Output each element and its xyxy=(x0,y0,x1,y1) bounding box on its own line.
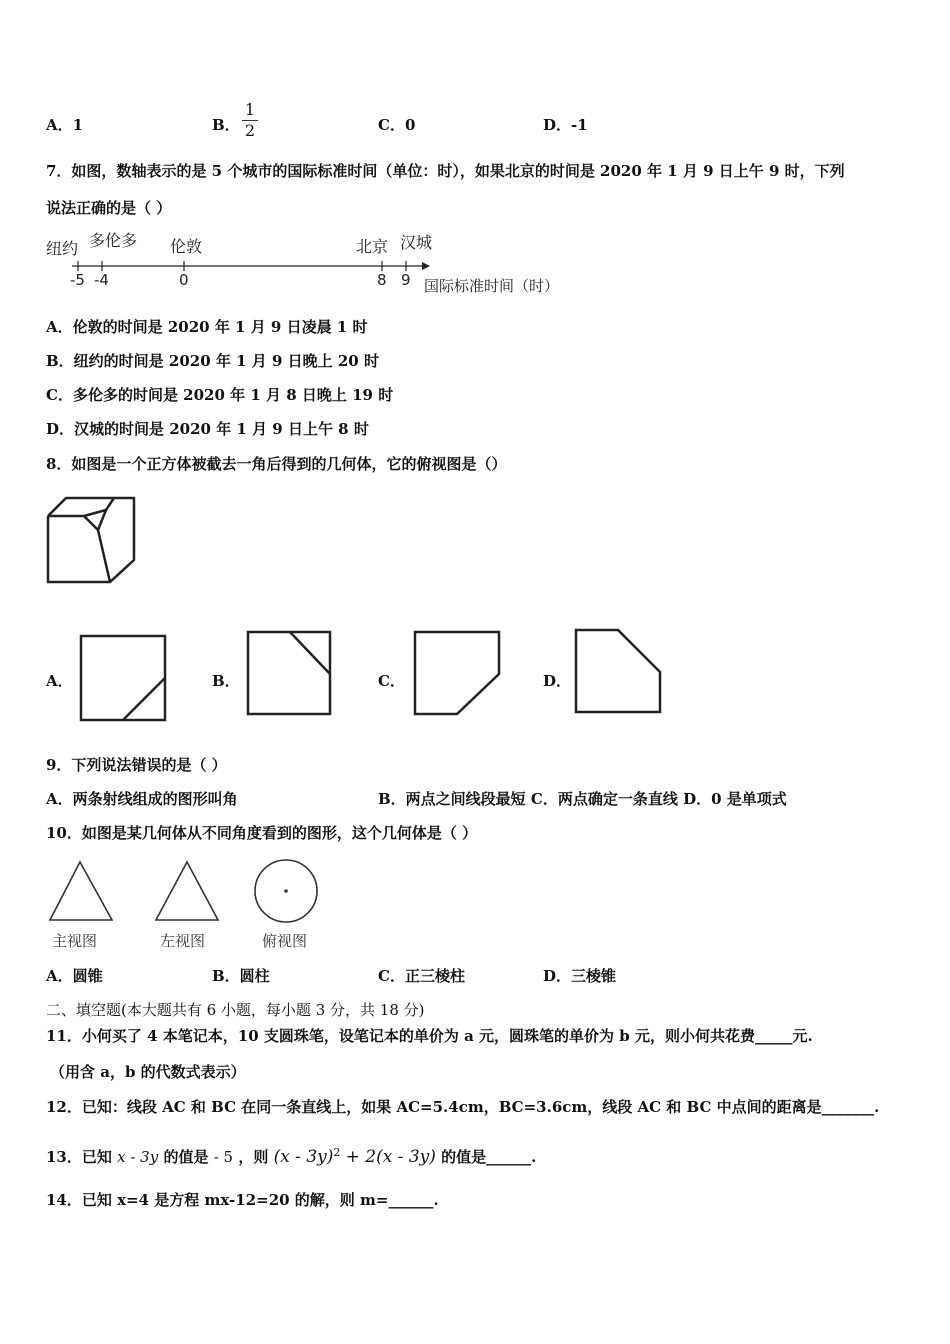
q13-line xyxy=(46,1144,536,1166)
q10-option-d: D．三棱锥 xyxy=(543,967,617,985)
q8-option-b-figure xyxy=(246,630,334,718)
q6-option-b-label: B． xyxy=(212,116,240,134)
section2-title: 二、填空题(本大题共有 6 小题，每小题 3 分，共 18 分) xyxy=(46,1001,425,1019)
q6-fraction xyxy=(240,101,260,140)
three-views-figure xyxy=(46,858,326,954)
q6-option-a: A．1 xyxy=(46,116,84,134)
q13-suffix: 的值是______. xyxy=(441,1148,537,1166)
q11-line2: （用含 a，b 的代数式表示） xyxy=(50,1063,246,1081)
side-view-triangle xyxy=(156,862,218,920)
tick-label-neg4: -4 xyxy=(94,271,109,289)
q13-expr2a: (x - 3y) xyxy=(273,1147,334,1167)
q9-option-a: A．两条射线组成的图形叫角 xyxy=(46,790,238,808)
tick-label-0: 0 xyxy=(179,271,189,289)
q10-option-a: A．圆锥 xyxy=(46,967,103,985)
top-view-label: 俯视图 xyxy=(262,932,308,950)
city-label-london: 伦敦 xyxy=(170,237,203,256)
front-view-label: 主视图 xyxy=(52,932,98,950)
side-view-label: 左视图 xyxy=(160,932,206,950)
q10-option-b: B．圆柱 xyxy=(212,967,270,985)
number-line-arrow xyxy=(422,262,430,270)
cut-cube-figure xyxy=(44,494,140,586)
q6-option-b xyxy=(212,116,240,134)
q9-options-bcd: B．两点之间线段最短 C．两点确定一条直线 D．0 是单项式 xyxy=(378,790,787,808)
q10-option-c: C．正三棱柱 xyxy=(378,967,465,985)
q8-option-d-figure xyxy=(574,628,666,716)
tick-label-neg5: -5 xyxy=(70,271,85,289)
q13-mid2: ，则 xyxy=(238,1148,269,1166)
top-view-center-dot xyxy=(284,889,288,893)
q13-mid1: 的值是 xyxy=(163,1148,209,1166)
city-label-toronto: 多伦多 xyxy=(89,231,138,250)
tick-label-8: 8 xyxy=(377,271,387,289)
q8-label-b: B． xyxy=(212,672,240,690)
q9-stem: 9．下列说法错误的是（ ） xyxy=(46,756,227,774)
q7-stem-line1: 7．如图，数轴表示的是 5 个城市的国际标准时间（单位：时），如果北京的时间是 2020 年 1 月 9 日上午 9 时，下列 xyxy=(46,162,845,180)
q13-expr1: x - 3y xyxy=(117,1148,159,1166)
q14-text: 14．已知 x=4 是方程 mx-12=20 的解，则 m=______. xyxy=(46,1191,439,1209)
q8-label-c: C． xyxy=(378,672,405,690)
city-label-seoul: 汉城 xyxy=(400,233,433,252)
q6-option-c: C．0 xyxy=(378,116,416,134)
q13-value: - 5 xyxy=(213,1148,234,1166)
q7-option-b: B．纽约的时间是 2020 年 1 月 9 日晚上 20 时 xyxy=(46,352,379,370)
q13-prefix: 13．已知 xyxy=(46,1148,112,1166)
q7-option-d: D．汉城的时间是 2020 年 1 月 9 日上午 8 时 xyxy=(46,420,369,438)
tick-label-9: 9 xyxy=(401,271,411,289)
q7-option-c: C．多伦多的时间是 2020 年 1 月 8 日晚上 19 时 xyxy=(46,386,394,404)
q10-stem: 10．如图是某几何体从不同角度看到的图形，这个几何体是（ ） xyxy=(46,824,478,842)
axis-unit-label: 国际标准时间（时） xyxy=(424,277,560,295)
q8-option-a-figure xyxy=(79,634,169,722)
q7-option-a: A．伦敦的时间是 2020 年 1 月 9 日凌晨 1 时 xyxy=(46,318,368,336)
front-view-triangle xyxy=(50,862,112,920)
q13-exponent: 2 xyxy=(333,1146,341,1159)
q7-stem-line2: 说法正确的是（ ） xyxy=(46,199,172,217)
city-label-beijing: 北京 xyxy=(356,237,389,256)
number-line-figure xyxy=(44,228,604,298)
q13-expr2b: + 2(x - 3y) xyxy=(345,1147,436,1167)
city-label-newyork: 纽约 xyxy=(46,239,79,258)
q8-option-c-figure xyxy=(413,630,503,718)
q8-stem: 8．如图是一个正方体被截去一角后得到的几何体，它的俯视图是（） xyxy=(46,455,507,473)
q6-fraction-numerator: 1 xyxy=(244,100,256,119)
q8-label-a: A． xyxy=(46,672,73,690)
q12-text: 12．已知：线段 AC 和 BC 在同一条直线上，如果 AC=5.4cm，BC=3.6cm，线段 AC 和 BC 中点间的距离是_______. xyxy=(46,1098,880,1116)
q6-fraction-denominator: 2 xyxy=(244,121,256,140)
q6-option-d: D．-1 xyxy=(543,116,588,134)
q11-line1: 11．小何买了 4 本笔记本，10 支圆珠笔，设笔记本的单价为 a 元，圆珠笔的单价为 b 元，则小何共花费_____元. xyxy=(46,1027,813,1045)
q8-label-d: D． xyxy=(543,672,572,690)
